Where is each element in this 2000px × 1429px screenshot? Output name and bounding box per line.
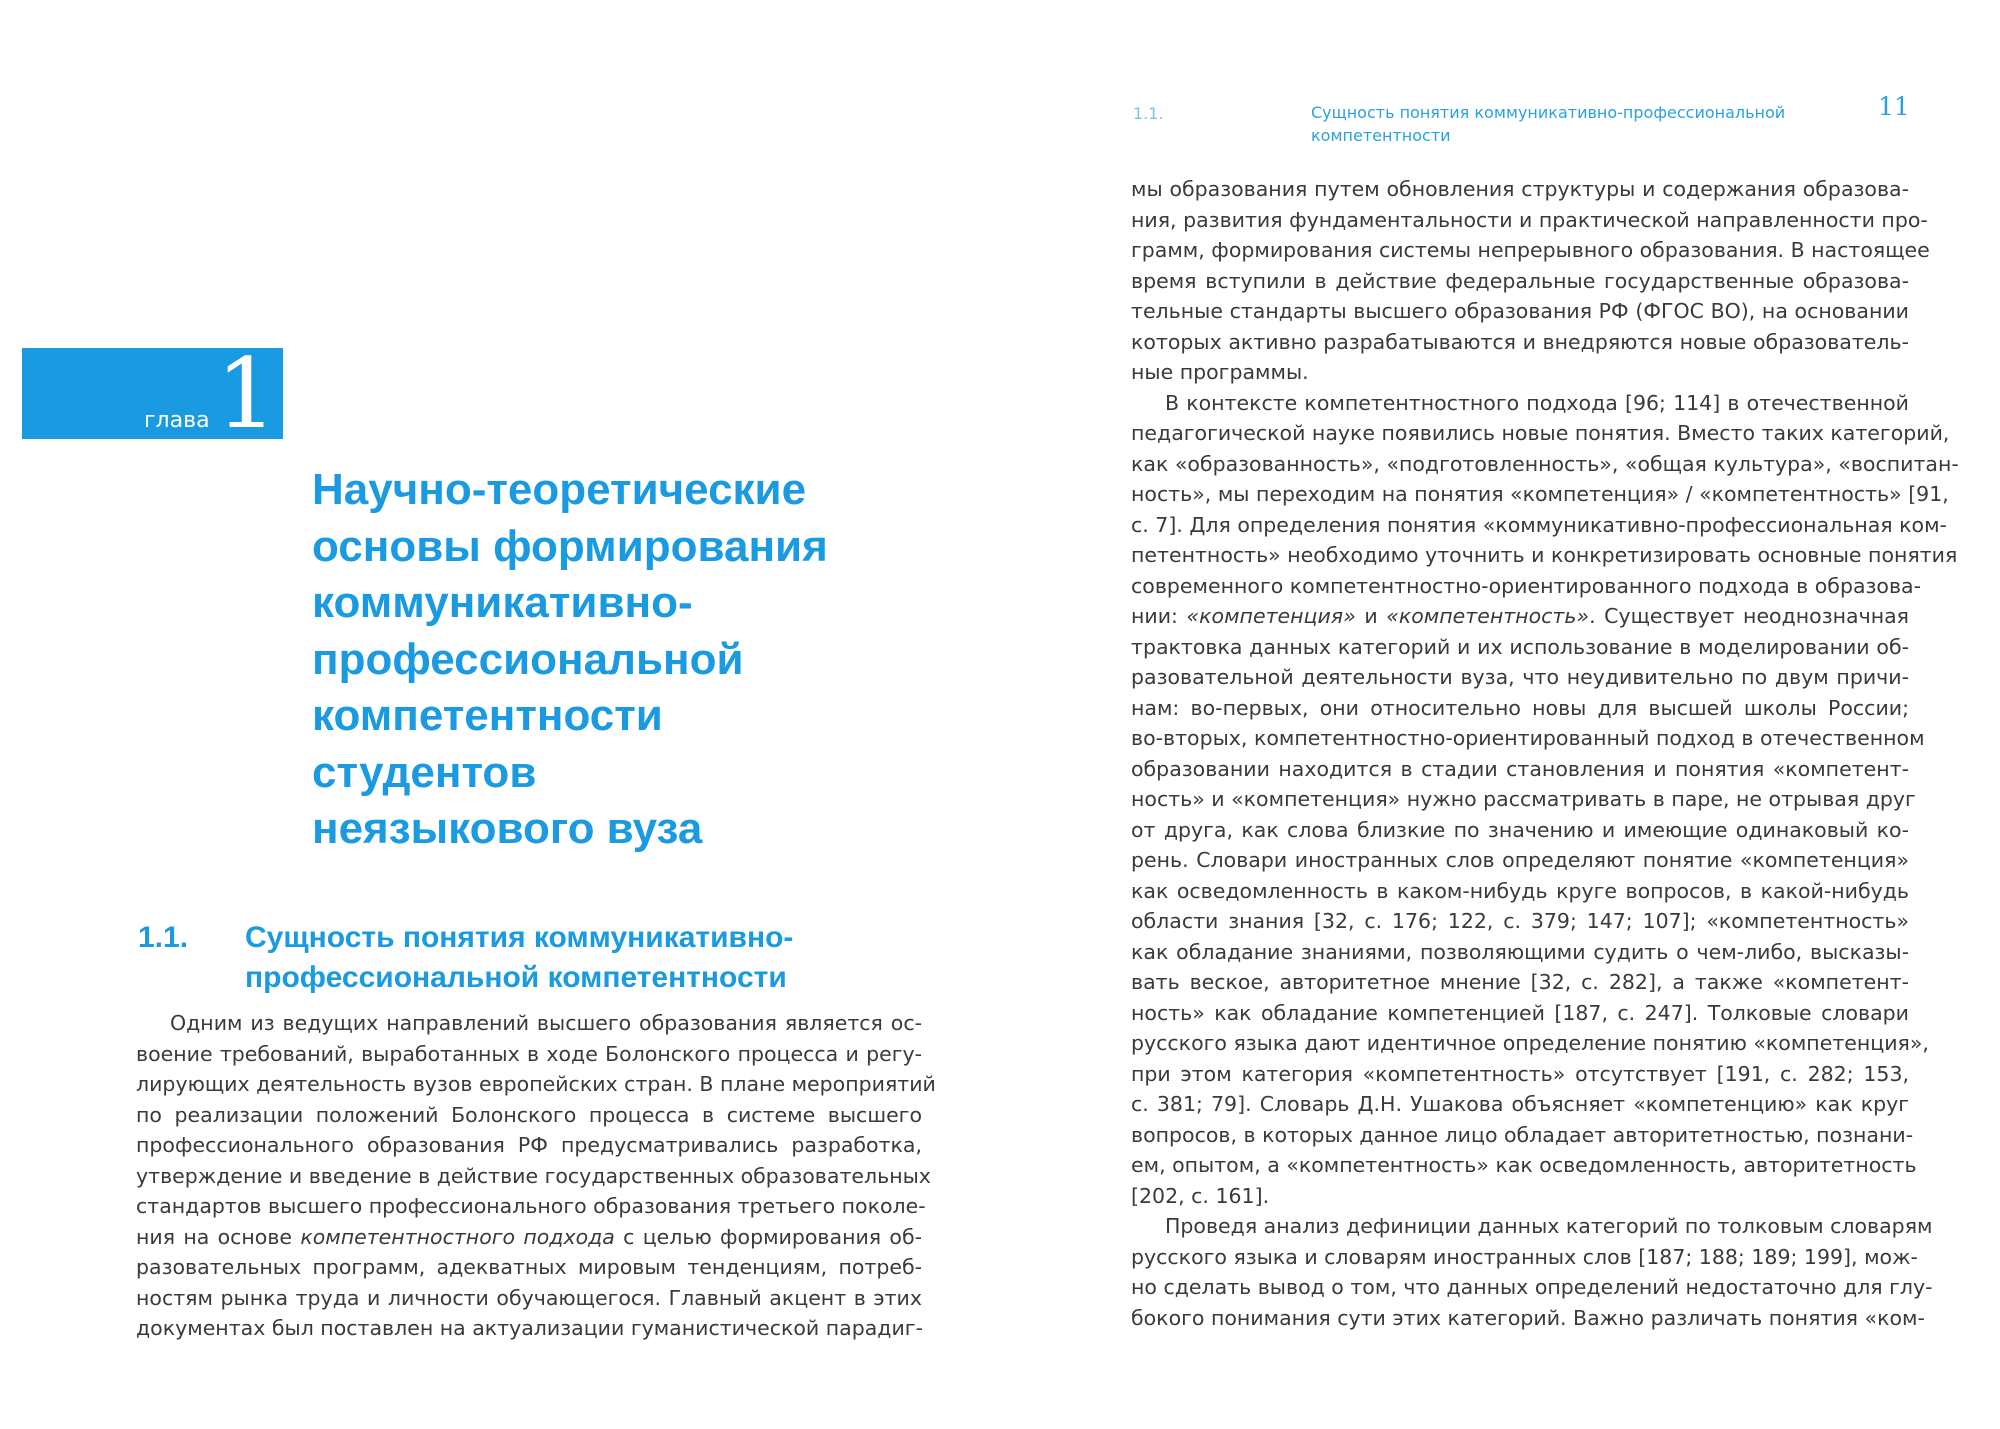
chapter-title-line: студентов — [312, 747, 537, 797]
text-line: ные программы. — [1131, 360, 1309, 384]
text-line: тельные стандарты высшего образования РФ (ФГОС ВО), на основании — [1131, 299, 1909, 323]
text-line: области знания [32, с. 176; 122, с. 379; 147; 107]; «компетентность» — [1131, 909, 1909, 933]
text-line: но сделать вывод о том, что данных определений недостаточно для глу- — [1131, 1275, 1933, 1299]
running-head-line: компетентности — [1311, 126, 1451, 145]
left-body-text — [136, 1008, 936, 1344]
text-fragment: и — [1355, 604, 1387, 628]
text-fragment: с целью формирования об- — [614, 1224, 922, 1249]
text-line: при этом категория «компетентность» отсутствует [191, с. 282; 153, — [1131, 1061, 1909, 1086]
text-line: образовании находится в стадии становления и понятия «компетент- — [1131, 756, 1909, 781]
text-line: ность», мы переходим на понятия «компетенция» / «компетентность» [91, — [1131, 482, 1949, 506]
text-line: современного компетентностно-ориентированного подхода в образова- — [1131, 573, 1922, 598]
text-line: ность» и «компетенция» нужно рассматривать в паре, не отрывая друг — [1131, 787, 1916, 811]
running-head-number: 1.1. — [1133, 104, 1164, 123]
text-fragment: ния на основе — [136, 1224, 301, 1249]
text-line: с. 7]. Для определения понятия «коммуникативно-профессиональная ком- — [1131, 512, 1947, 537]
text-line: петентность» необходимо уточнить и конкретизировать основные понятия — [1131, 543, 1958, 567]
text-line: трактовка данных категорий и их использование в моделировании об- — [1131, 634, 1909, 659]
text-fragment: нии: — [1131, 604, 1187, 628]
text-line: грамм, формирования системы непрерывного образования. В настоящее — [1131, 238, 1930, 262]
chapter-title-line: компетентности — [312, 691, 663, 740]
text-line: русского языка и словарям иностранных слов [187; 188; 189; 199], мож- — [1131, 1244, 1918, 1269]
section-title-line: профессиональной компетентности — [245, 961, 787, 994]
running-head-title — [1311, 101, 1871, 147]
text-line: Одним из ведущих направлений высшего образования является ос- — [170, 1011, 922, 1035]
emphasis-term: «компетенция» — [1186, 604, 1356, 628]
text-fragment: . Существует неоднозначная — [1589, 604, 1909, 628]
text-line: ем, опытом, а «компетентность» как осведомленность, авторитетность — [1131, 1153, 1917, 1177]
text-line: вать веское, авторитетное мнение [32, с. 282], а также «компетент- — [1131, 970, 1909, 994]
text-line: стандартов высшего профессионального образования третьего поколе- — [136, 1194, 926, 1218]
text-line: лирующих деятельность вузов европейских стран. В плане мероприятий — [136, 1072, 936, 1096]
text-line: как осведомленность в каком-нибудь круге вопросов, в какой-нибудь — [1131, 878, 1909, 903]
page-number: 11 — [1878, 92, 1910, 121]
section-number: 1.1. — [138, 921, 189, 954]
chapter-label-box — [22, 338, 283, 450]
text-line — [1131, 601, 1909, 632]
right-body-text — [1131, 174, 1959, 1333]
chapter-title-line: основы формирования — [312, 521, 828, 571]
running-head-line: Сущность понятия коммуникативно-профессиональной — [1311, 103, 1786, 122]
text-line: вопросов, в которых данное лицо обладает авторитетностью, познани- — [1131, 1122, 1914, 1147]
emphasis-term: компетентностного подхода — [300, 1224, 615, 1249]
text-line: русского языка дают идентичное определение понятию «компетенция», — [1131, 1031, 1929, 1055]
text-line: Проведя анализ дефиниции данных категорий по толковым словарям — [1165, 1214, 1933, 1238]
text-line: во-вторых, компетентностно-ориентированный подход в отечественном — [1131, 726, 1925, 750]
chapter-title-line: профессиональной — [312, 634, 744, 684]
text-line: документах был поставлен на актуализации гуманистической парадиг- — [136, 1316, 923, 1340]
text-line: педагогической науке появились новые понятия. Вместо таких категорий, — [1131, 421, 1950, 445]
text-line: нам: во-первых, они относительно новы для высшей школы России; — [1131, 695, 1909, 720]
text-line — [136, 1222, 922, 1253]
section-title-line: Сущность понятия коммуникативно- — [245, 921, 794, 954]
text-line: с. 381; 79]. Словарь Д.Н. Ушакова объясняет «компетенцию» как круг — [1131, 1092, 1909, 1116]
chapter-title-line: неязыкового вуза — [312, 804, 703, 853]
text-line: мы образования путем обновления структуры и содержания образова- — [1131, 177, 1909, 201]
text-line: время вступили в действие федеральные государственные образова- — [1131, 268, 1909, 293]
text-line: профессионального образования РФ предусматривались разработка, — [136, 1133, 922, 1157]
text-line: которых активно разрабатываются и внедряются новые образователь- — [1131, 329, 1909, 354]
text-line: по реализации положений Болонского процесса в системе высшего — [136, 1102, 922, 1127]
text-line: разовательной деятельности вуза, что неудивительно по двум причи- — [1131, 665, 1909, 689]
text-line: ния, развития фундаментальности и практической направленности про- — [1131, 207, 1928, 232]
text-line: утверждение и введение в действие государственных образовательных — [136, 1163, 931, 1188]
text-line: как «образованность», «подготовленность», «общая культура», «воспитан- — [1131, 451, 1959, 476]
text-line: В контексте компетентностного подхода [96; 114] в отечественной — [1165, 390, 1909, 415]
text-line: как обладание знаниями, позволяющими судить о чем-либо, высказы- — [1131, 939, 1909, 964]
text-line: от друга, как слова близкие по значению и имеющие одинаковый ко- — [1131, 817, 1909, 842]
text-line: бокого понимания сути этих категорий. Важно различать понятия «ком- — [1131, 1305, 1925, 1330]
chapter-word: глава — [144, 408, 210, 433]
chapter-title-line: коммуникативно- — [312, 578, 693, 627]
text-line: разовательных программ, адекватных мировым тенденциям, потреб- — [136, 1255, 922, 1279]
text-line: ность» как обладание компетенцией [187, с. 247]. Толковые словари — [1131, 1000, 1909, 1025]
emphasis-term: «компетентность» — [1386, 604, 1590, 628]
text-line: воение требований, выработанных в ходе Болонского процесса и регу- — [136, 1041, 922, 1066]
text-line: рень. Словари иностранных слов определяют понятие «компетенция» — [1131, 848, 1909, 872]
chapter-title — [312, 462, 912, 858]
text-line: ностям рынка труда и личности обучающегося. Главный акцент в этих — [136, 1285, 922, 1310]
chapter-number: 1 — [216, 338, 278, 450]
chapter-title-line: Научно-теоретические — [312, 465, 807, 514]
text-line: [202, с. 161]. — [1131, 1183, 1270, 1208]
section-title — [245, 918, 865, 998]
